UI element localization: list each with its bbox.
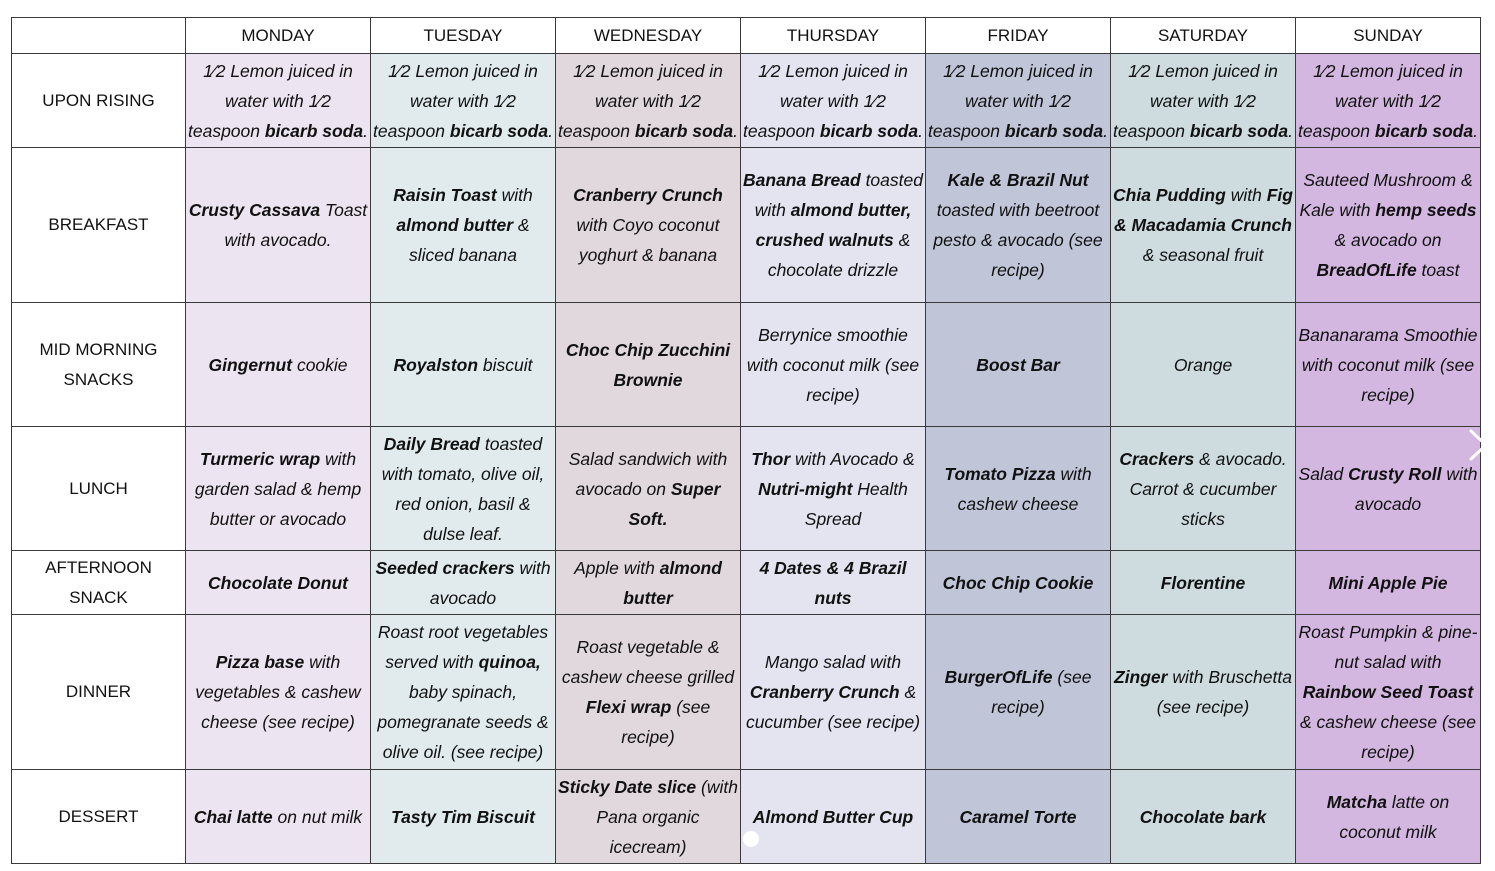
meal-cell-upon-rising-monday	[186, 54, 371, 148]
meal-cell-dinner-friday	[926, 615, 1111, 770]
meal-item-highlight: Gingernut	[208, 354, 293, 375]
meal-text: Roast Pumpkin & pine-nut salad with	[1298, 622, 1478, 672]
meal-cell-lunch-saturday	[1111, 427, 1296, 551]
meal-text: & cucumber (see recipe)	[745, 682, 921, 732]
meal-item-highlight: Tomato Pizza	[944, 463, 1056, 484]
meal-text: 1⁄2 Lemon juiced in water with 1⁄2 teaspoon	[1113, 60, 1278, 141]
meal-item-highlight: 4 Dates & 4 Brazil nuts	[759, 557, 907, 608]
meal-text: toast	[1416, 260, 1460, 280]
meal-item-highlight: Cranberry Crunch	[749, 682, 900, 702]
table-row	[12, 303, 1481, 427]
meal-cell-mid-morning-snacks-wednesday	[556, 303, 741, 427]
meal-item-highlight: Nutri-might	[758, 478, 853, 499]
meal-item-highlight: hemp seeds	[1375, 200, 1477, 220]
meal-plan-table	[11, 17, 1481, 864]
meal-item-highlight: Choc Chip Zucchini Brownie	[565, 339, 731, 390]
meal-text: toasted with tomato, olive oil, red onion, basil & dulse leaf.	[381, 433, 545, 544]
row-label-dessert: DESSERT	[12, 770, 186, 864]
meal-cell-afternoon-snack-tuesday	[371, 551, 556, 615]
meal-item-highlight: Matcha	[1326, 791, 1387, 812]
meal-cell-lunch-monday	[186, 427, 371, 551]
day-header-thursday: THURSDAY	[741, 18, 926, 54]
meal-item-highlight: Banana Bread	[743, 170, 861, 190]
meal-item-highlight: Caramel Torte	[959, 806, 1077, 827]
row-label-mid-morning-snacks: MID MORNING SNACKS	[12, 303, 186, 427]
meal-item-highlight: bicarb soda	[819, 120, 919, 141]
meal-cell-dessert-thursday	[741, 770, 926, 864]
table-row	[12, 148, 1481, 303]
meal-item-highlight: Crackers	[1119, 448, 1195, 469]
meal-cell-lunch-sunday	[1296, 427, 1481, 551]
meal-text: with garden salad & hemp butter or avocado	[194, 448, 362, 529]
meal-cell-lunch-wednesday	[556, 427, 741, 551]
meal-cell-lunch-thursday	[741, 427, 926, 551]
meal-cell-mid-morning-snacks-thursday	[741, 303, 926, 427]
meal-cell-afternoon-snack-monday	[186, 551, 371, 615]
meal-item-highlight: quinoa,	[478, 652, 541, 672]
meal-cell-mid-morning-snacks-friday	[926, 303, 1111, 427]
meal-text: .	[1473, 120, 1478, 141]
meal-item-highlight: Choc Chip Cookie	[942, 572, 1094, 593]
meal-item-highlight: Sticky Date slice	[558, 776, 697, 797]
meal-text: .	[363, 120, 368, 141]
meal-item-highlight: Cranberry Crunch	[573, 185, 723, 205]
meal-item-highlight: Royalston	[393, 354, 479, 375]
meal-item-highlight: Almond Butter Cup	[752, 806, 914, 827]
meal-text: with	[1225, 185, 1267, 205]
meal-text: & cashew cheese (see recipe)	[1299, 712, 1477, 762]
meal-text: Toast with avocado.	[224, 200, 368, 250]
meal-text: Bananarama Smoothie with coconut milk (see recipe)	[1298, 324, 1478, 405]
meal-item-highlight: Fig & Macadamia Crunch	[1114, 185, 1293, 235]
meal-text: & avocado on	[1334, 230, 1442, 250]
row-label-lunch: LUNCH	[12, 427, 186, 551]
meal-item-highlight: Florentine	[1160, 572, 1246, 593]
table-row	[12, 615, 1481, 770]
meal-cell-upon-rising-saturday	[1111, 54, 1296, 148]
meal-cell-dessert-wednesday	[556, 770, 741, 864]
meal-text: .	[548, 120, 553, 141]
row-label-afternoon-snack: AFTERNOON SNACK	[12, 551, 186, 615]
meal-text: (see recipe)	[991, 667, 1092, 717]
meal-cell-afternoon-snack-sunday	[1296, 551, 1481, 615]
meal-text: Berrynice smoothie with coconut milk (see recipe)	[746, 324, 920, 405]
meal-item-highlight: bicarb soda	[634, 120, 734, 141]
meal-item-highlight: Tasty Tim Biscuit	[391, 806, 535, 827]
meal-item-highlight: Chocolate Donut	[208, 572, 348, 593]
meal-text: Salad sandwich with avocado on	[568, 448, 728, 499]
meal-cell-mid-morning-snacks-tuesday	[371, 303, 556, 427]
table-row	[12, 551, 1481, 615]
meal-text: & avocado. Carrot & cucumber sticks	[1129, 448, 1287, 529]
meal-text: cookie	[292, 354, 348, 375]
table-row	[12, 54, 1481, 148]
meal-text: biscuit	[478, 354, 533, 375]
meal-text: (with Pana organic icecream)	[596, 776, 738, 857]
day-header-saturday: SATURDAY	[1111, 18, 1296, 54]
meal-cell-breakfast-saturday	[1111, 148, 1296, 303]
row-label-upon-rising: UPON RISING	[12, 54, 186, 148]
meal-cell-upon-rising-tuesday	[371, 54, 556, 148]
meal-cell-dessert-monday	[186, 770, 371, 864]
meal-cell-dessert-tuesday	[371, 770, 556, 864]
meal-text: with cashew cheese	[957, 463, 1092, 514]
meal-cell-breakfast-wednesday	[556, 148, 741, 303]
meal-text: .	[1288, 120, 1293, 141]
meal-cell-dinner-thursday	[741, 615, 926, 770]
meal-item-highlight: Flexi wrap	[585, 697, 672, 717]
meal-text: Roast vegetable & cashew cheese grilled	[561, 637, 735, 687]
meal-text: .	[918, 120, 923, 141]
meal-text: toasted with beetroot pesto & avocado (see recipe)	[933, 200, 1103, 280]
meal-text: Sauteed Mushroom & Kale with	[1299, 170, 1473, 220]
meal-text: with vegetables & cashew cheese (see recipe)	[195, 652, 361, 732]
header-row	[12, 18, 1481, 54]
meal-cell-breakfast-sunday	[1296, 148, 1481, 303]
meal-text: with avocado	[1354, 463, 1478, 514]
meal-text: 1⁄2 Lemon juiced in water with 1⁄2 teaspoon	[188, 60, 353, 141]
meal-item-highlight: Zinger	[1114, 667, 1168, 687]
meal-cell-lunch-friday	[926, 427, 1111, 551]
meal-item-highlight: bicarb soda	[1189, 120, 1289, 141]
meal-cell-lunch-tuesday	[371, 427, 556, 551]
meal-item-highlight: almond butter	[396, 215, 514, 235]
meal-cell-upon-rising-friday	[926, 54, 1111, 148]
meal-item-highlight: Crusty Roll	[1348, 463, 1442, 484]
meal-item-highlight: Crusty Cassava	[188, 200, 321, 220]
meal-cell-dinner-tuesday	[371, 615, 556, 770]
meal-text: & seasonal fruit	[1142, 245, 1264, 265]
meal-text: with Bruschetta (see recipe)	[1156, 667, 1292, 717]
meal-text: 1⁄2 Lemon juiced in water with 1⁄2 teaspoon	[1298, 60, 1463, 141]
meal-cell-upon-rising-thursday	[741, 54, 926, 148]
meal-item-highlight: Seeded crackers	[375, 557, 515, 578]
meal-cell-mid-morning-snacks-sunday	[1296, 303, 1481, 427]
meal-text: & chocolate drizzle	[767, 230, 911, 280]
meal-cell-upon-rising-sunday	[1296, 54, 1481, 148]
meal-cell-dessert-saturday	[1111, 770, 1296, 864]
meal-item-highlight: Boost Bar	[976, 354, 1060, 375]
meal-item-highlight: Thor	[751, 448, 791, 469]
meal-text: with	[496, 185, 533, 205]
meal-cell-dinner-monday	[186, 615, 371, 770]
meal-item-highlight: Raisin Toast	[393, 185, 497, 205]
meal-item-highlight: bicarb soda	[449, 120, 549, 141]
meal-item-highlight: Daily Bread	[383, 433, 480, 454]
dot-icon	[743, 831, 759, 847]
meal-item-highlight: almond butter, crushed walnuts	[755, 200, 912, 250]
meal-cell-afternoon-snack-friday	[926, 551, 1111, 615]
meal-cell-mid-morning-snacks-monday	[186, 303, 371, 427]
meal-item-highlight: Chai latte	[193, 806, 273, 827]
meal-cell-dessert-friday	[926, 770, 1111, 864]
meal-text: with Avocado &	[790, 448, 915, 469]
meal-cell-breakfast-thursday	[741, 148, 926, 303]
meal-item-highlight: bicarb soda	[264, 120, 364, 141]
meal-text: 1⁄2 Lemon juiced in water with 1⁄2 teaspoon	[743, 60, 908, 141]
day-header-tuesday: TUESDAY	[371, 18, 556, 54]
meal-text: on nut milk	[272, 806, 363, 827]
row-label-breakfast: BREAKFAST	[12, 148, 186, 303]
meal-text: Salad	[1298, 463, 1349, 484]
meal-item-highlight: bicarb soda	[1004, 120, 1104, 141]
meal-item-highlight: Turmeric wrap	[199, 448, 321, 469]
meal-cell-mid-morning-snacks-saturday	[1111, 303, 1296, 427]
meal-item-highlight: bicarb soda	[1374, 120, 1474, 141]
meal-item-highlight: Kale & Brazil Nut	[947, 170, 1089, 190]
meal-item-highlight: Super Soft.	[628, 478, 721, 529]
meal-cell-upon-rising-wednesday	[556, 54, 741, 148]
meal-text: toasted with	[754, 170, 923, 220]
meal-item-highlight: almond butter	[623, 557, 722, 608]
meal-text: with avocado	[429, 557, 551, 608]
meal-text: 1⁄2 Lemon juiced in water with 1⁄2 teaspoon	[558, 60, 723, 141]
table-row	[12, 427, 1481, 551]
meal-text: Health Spread	[804, 478, 908, 529]
meal-text: Apple with	[574, 557, 660, 578]
row-label-dinner: DINNER	[12, 615, 186, 770]
day-header-wednesday: WEDNESDAY	[556, 18, 741, 54]
meal-item-highlight: BurgerOfLife	[944, 667, 1053, 687]
meal-item-highlight: BreadOfLife	[1316, 260, 1417, 280]
meal-cell-dinner-saturday	[1111, 615, 1296, 770]
meal-text: 1⁄2 Lemon juiced in water with 1⁄2 teaspoon	[928, 60, 1093, 141]
meal-cell-dinner-sunday	[1296, 615, 1481, 770]
meal-cell-afternoon-snack-saturday	[1111, 551, 1296, 615]
corner-cell	[12, 18, 186, 54]
meal-cell-breakfast-friday	[926, 148, 1111, 303]
meal-text: 1⁄2 Lemon juiced in water with 1⁄2 teaspoon	[373, 60, 538, 141]
meal-text: .	[733, 120, 738, 141]
meal-item-highlight: Chia Pudding	[1113, 185, 1226, 205]
meal-item-highlight: Rainbow Seed Toast	[1302, 682, 1474, 702]
meal-cell-breakfast-monday	[186, 148, 371, 303]
chevron-right-icon[interactable]	[1465, 428, 1491, 462]
meal-cell-breakfast-tuesday	[371, 148, 556, 303]
day-header-monday: MONDAY	[186, 18, 371, 54]
day-header-sunday: SUNDAY	[1296, 18, 1481, 54]
meal-cell-afternoon-snack-thursday	[741, 551, 926, 615]
meal-text: .	[1103, 120, 1108, 141]
meal-text: Roast root vegetables served with	[377, 622, 549, 672]
day-header-friday: FRIDAY	[926, 18, 1111, 54]
meal-text: Mango salad with	[764, 652, 902, 672]
meal-text: baby spinach, pomegranate seeds & olive oil. (see recipe)	[377, 682, 549, 762]
meal-cell-afternoon-snack-wednesday	[556, 551, 741, 615]
meal-text: with Coyo coconut yoghurt & banana	[576, 215, 720, 265]
table-row	[12, 770, 1481, 864]
meal-cell-dessert-sunday	[1296, 770, 1481, 864]
meal-item-highlight: Chocolate bark	[1139, 806, 1267, 827]
meal-text: & sliced banana	[409, 215, 530, 265]
meal-text: latte on coconut milk	[1339, 791, 1450, 842]
meal-item-highlight: Mini Apple Pie	[1328, 572, 1448, 593]
meal-cell-dinner-wednesday	[556, 615, 741, 770]
meal-text: Orange	[1173, 354, 1233, 375]
meal-item-highlight: Pizza base	[215, 652, 305, 672]
meal-text: (see recipe)	[621, 697, 711, 747]
